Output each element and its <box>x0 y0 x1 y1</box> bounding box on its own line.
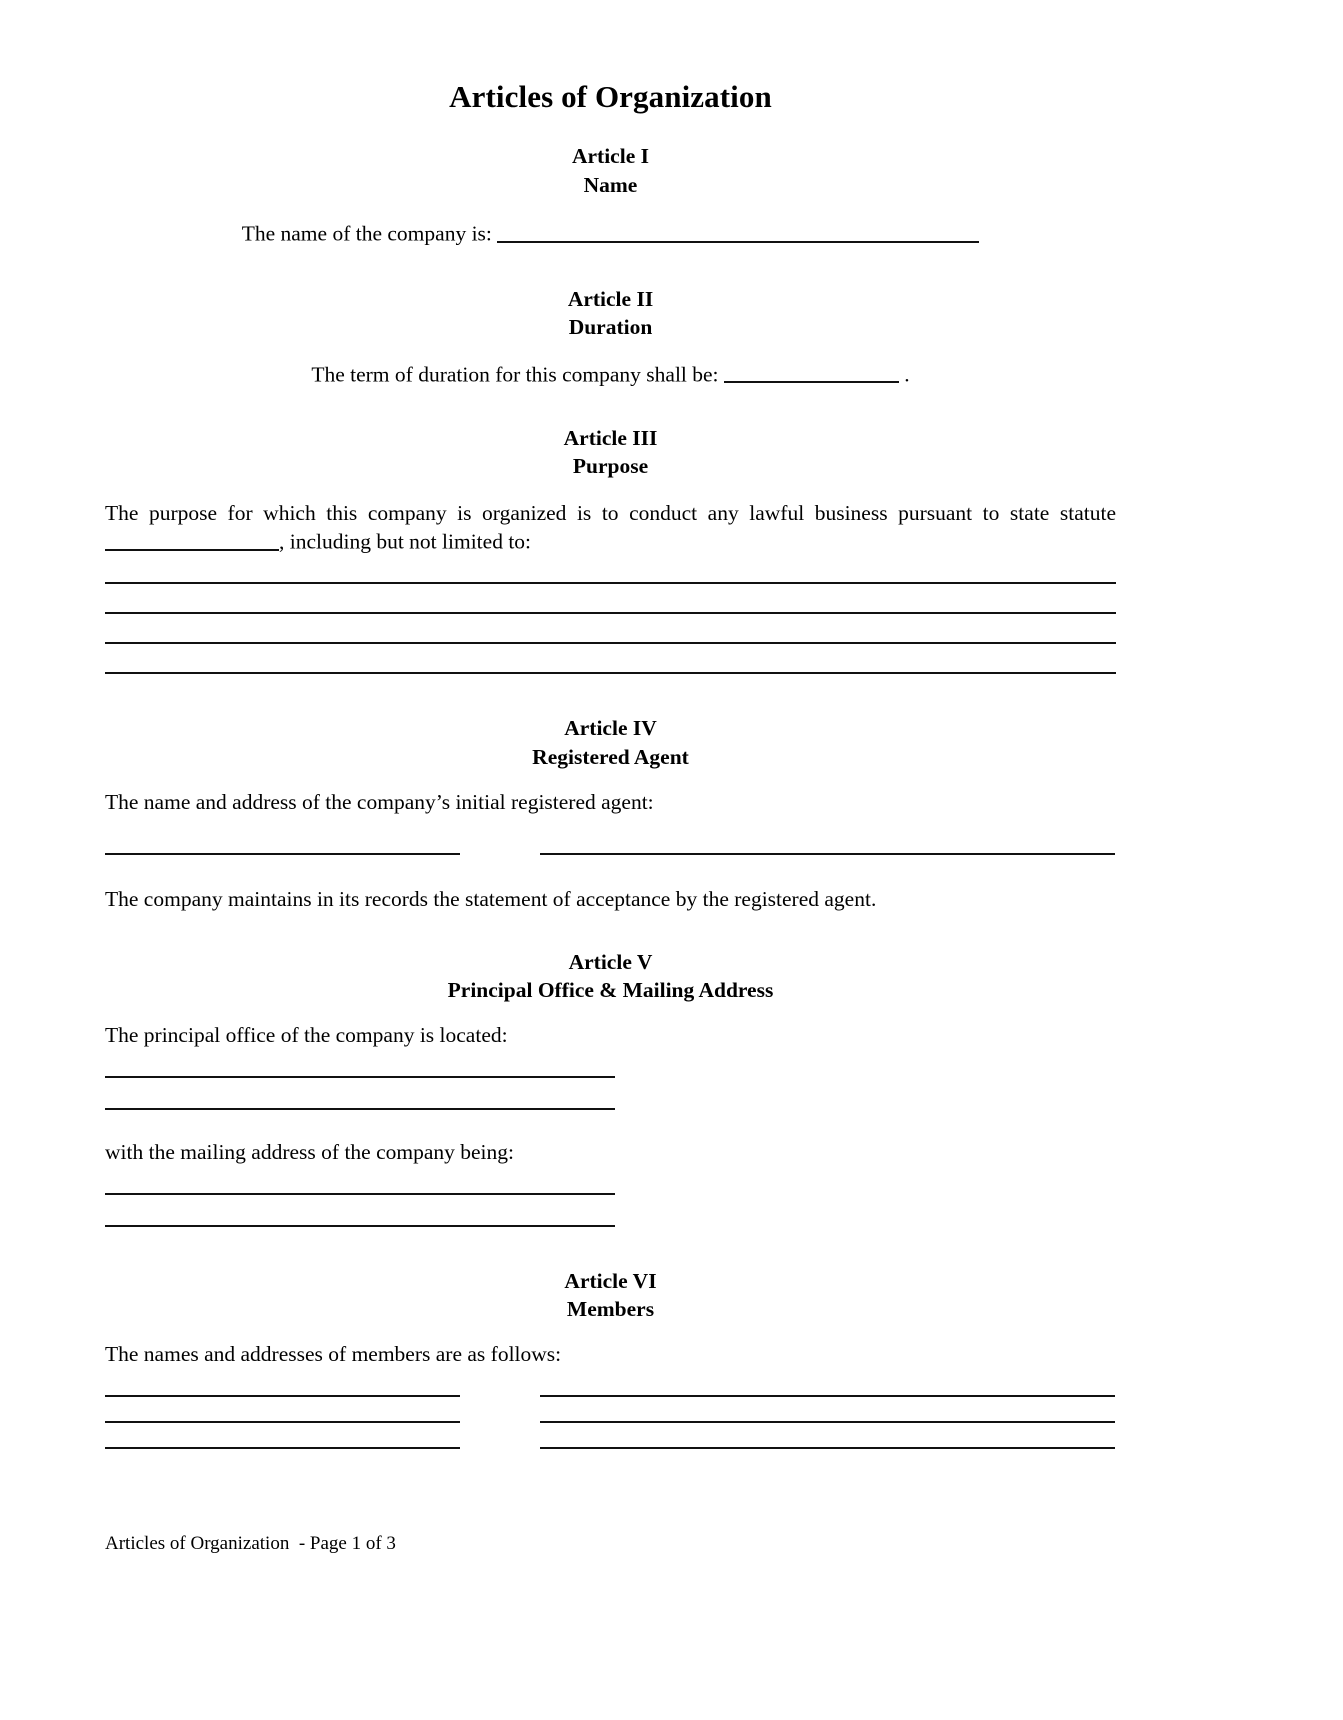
member-row-3 <box>105 1447 1116 1449</box>
member-1-address-line[interactable] <box>540 1395 1115 1397</box>
article-3-number: Article III <box>563 425 658 450</box>
member-row-1 <box>105 1395 1116 1397</box>
article-4-heading: Registered Agent <box>532 744 689 769</box>
article-5-mailing-prompt: with the mailing address of the company being: <box>105 1139 515 1164</box>
registered-agent-address-line[interactable] <box>540 853 1115 855</box>
company-name-blank[interactable] <box>497 219 979 243</box>
article-3-purpose-paragraph <box>105 499 1116 557</box>
article-6-heading: Members <box>566 1297 655 1322</box>
page-title: Articles of Organization <box>449 79 772 114</box>
member-3-address-line[interactable] <box>540 1447 1115 1449</box>
article-1-heading: Name <box>583 172 638 197</box>
article-3-purpose-text-part2: , including but not limited to: <box>279 529 532 554</box>
article-3-heading: Purpose <box>572 454 649 479</box>
registered-agent-row <box>105 853 1116 855</box>
document-content <box>105 0 1116 1449</box>
member-1-name-line[interactable] <box>105 1395 460 1397</box>
article-4-acceptance-statement: The company maintains in its records the statement of acceptance by the registered agent. <box>105 886 877 911</box>
member-2-name-line[interactable] <box>105 1421 460 1423</box>
member-row-2 <box>105 1421 1116 1423</box>
article-1-name-prompt <box>105 219 1116 249</box>
article-4-number: Article IV <box>564 716 657 741</box>
article-2-duration-prompt <box>105 360 1116 390</box>
state-statute-blank[interactable] <box>105 527 279 551</box>
article-5-office-prompt: The principal office of the company is located: <box>105 1022 508 1047</box>
member-3-name-line[interactable] <box>105 1447 460 1449</box>
registered-agent-name-line[interactable] <box>105 853 460 855</box>
article-5-heading: Principal Office & Mailing Address <box>447 978 774 1003</box>
article-2-number: Article II <box>567 286 654 311</box>
article-3-purpose-text-part1: The purpose for which this company is organized is to conduct any lawful business pursuant to state statute <box>105 500 1116 525</box>
duration-term-blank[interactable] <box>724 360 899 384</box>
article-6-number: Article VI <box>564 1268 657 1293</box>
article-5-number: Article V <box>568 949 653 974</box>
article-6-members-prompt: The names and addresses of members are as follows: <box>105 1342 562 1366</box>
article-2-duration-period: . <box>898 362 910 387</box>
article-4-agent-prompt: The name and address of the company’s initial registered agent: <box>105 789 654 814</box>
article-2-duration-label: The term of duration for this company shall be: <box>311 362 724 387</box>
article-2-heading: Duration <box>568 315 653 340</box>
page-footer: Articles of Organization - Page 1 of 3 <box>105 1533 396 1554</box>
member-2-address-line[interactable] <box>540 1421 1115 1423</box>
article-1-name-label: The name of the company is: <box>241 221 498 246</box>
article-1-number: Article I <box>571 144 649 169</box>
